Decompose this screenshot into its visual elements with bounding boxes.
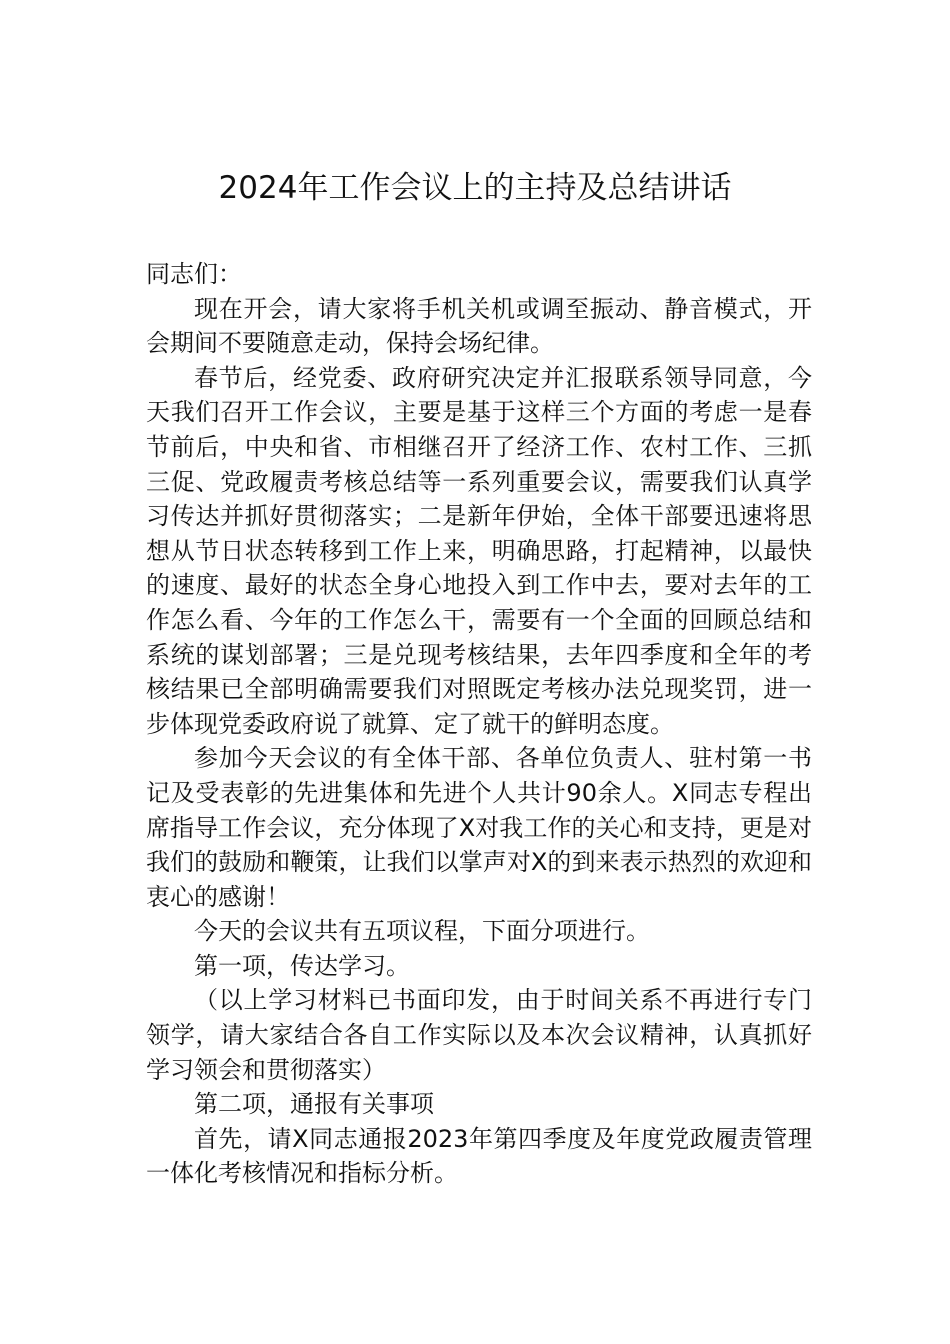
paragraph-agenda-item-2: 第二项，通报有关事项 bbox=[194, 1090, 434, 1119]
document-title: 2024年工作会议上的主持及总结讲话 bbox=[218, 170, 732, 206]
paragraph-agenda-item-1: 第一项，传达学习。 bbox=[194, 951, 410, 980]
paragraph-salutation: 同志们： bbox=[146, 260, 242, 288]
paragraph-agenda-intro: 今天的会议共有五项议程，下面分项进行。 bbox=[194, 917, 650, 946]
paragraph-purpose: 春节后，经党委、政府研究决定并汇报联系领导同意，今天我们召开工作会议，主要是基于这样三个方面的考虑一是春节前后，中央和省、市相继召开了经济工作、农村工作、三抓三促、党政履责考核总结等一系列重要会议，需要我们认真学习传达并抓好贯彻落实；二是新年伊始，全体干部要迅速将思想从节日状态转移到工作上来，明确思路，打起精神，以最快的速度、最好的状态全身心地投入到工作中去，要对去年的工作怎么看、今年的工作怎么干，需要有一个全面的回顾总结和系统的谋划部署；三是兑现考核结果，去年四季度和全年的考核结果已全部明确需要我们对照既定考核办法兑现奖罚，进一步体现党委政府说了就算、定了就干的鲜明态度。 bbox=[146, 363, 812, 738]
paragraph-study-note: （以上学习材料已书面印发，由于时间关系不再进行专门领学，请大家结合各自工作实际以及本次会议精神，认真抓好学习领会和贯彻落实） bbox=[146, 986, 812, 1084]
paragraph-opening: 现在开会，请大家将手机关机或调至振动、静音模式，开会期间不要随意走动，保持会场纪律。 bbox=[146, 294, 812, 358]
paragraph-report-intro: 首先，请X同志通报2023年第四季度及年度党政履责管理一体化考核情况和指标分析。 bbox=[146, 1124, 812, 1188]
document-body bbox=[146, 257, 812, 1191]
paragraph-attendees: 参加今天会议的有全体干部、各单位负责人、驻村第一书记及受表彰的先进集体和先进个人共计90余人。X同志专程出席指导工作会议，充分体现了X对我工作的关心和支持，更是对我们的鼓励和鞭策，让我们以掌声对X的到来表示热烈的欢迎和衷心的感谢！ bbox=[146, 744, 812, 911]
